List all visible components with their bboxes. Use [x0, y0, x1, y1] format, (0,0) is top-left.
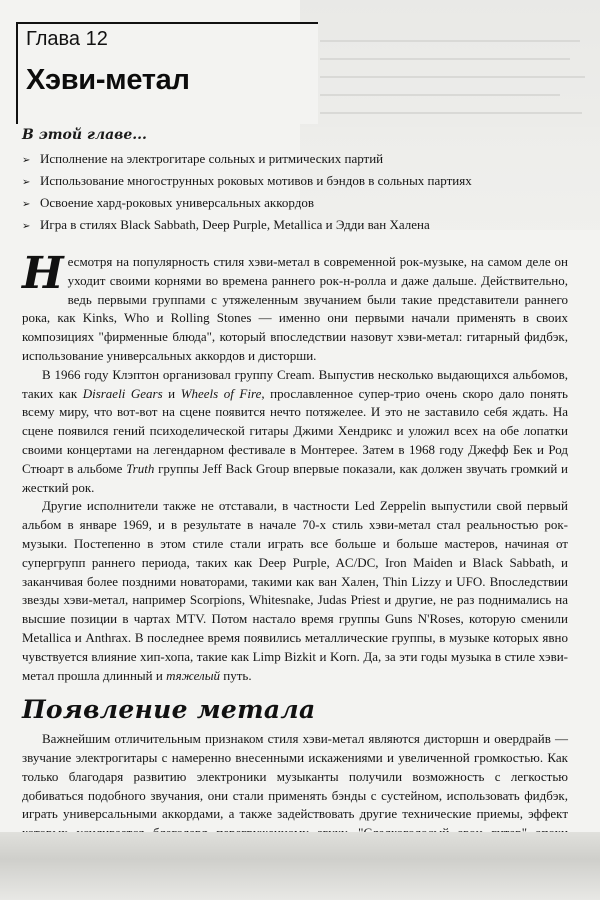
list-item: ➢ Исполнение на электрогитаре сольных и ритмических партий: [22, 148, 582, 170]
album-title: Truth: [126, 460, 155, 476]
paragraph-cream: В 1966 году Клэптон организовал группу Cream. Выпустив несколько выдающихся альбомов, таких как Disraeli Gears и Wheels of Fire, прославленное супер-трио очень скоро дало понять всему миру, что вот-вот на сцене появится нечто потяжелее. И это не заставило себя ждать. На сцене появился гений психоделической гитары Джими Хендрикс и уложил всех на обе лопатки своими концертами на легендарном фестивале в Монтерее. Затем в 1968 году Джефф Бек и Род Стюарт в альбоме Truth группы Jeff Back Group впервые показали, как должен звучать громкий и жесткий рок.: [22, 366, 569, 495]
next-page-bleed: [0, 832, 600, 900]
arrow-bullet-icon: ➢: [22, 177, 31, 188]
drop-cap: Н: [22, 248, 64, 299]
emphasis: тяжелый: [166, 667, 220, 683]
chapter-title: Хэви-метал: [26, 64, 190, 96]
arrow-bullet-icon: ➢: [22, 199, 31, 210]
arrow-bullet-icon: ➢: [22, 221, 31, 232]
arrow-bullet-icon: ➢: [22, 155, 31, 166]
chapter-header: [16, 22, 318, 124]
album-title: Disraeli Gears: [82, 385, 163, 401]
paragraph-bands: Другие исполнители также не отставали, в частности Led Zeppelin выпустили свой первый альбом в январе 1969, и в результате в начале 70-х стиль хэви-метал стал реальностью рок-музыки. Постепенно в этом стиле стали играть все больше и больше мастеров, начиная от супергрупп раннего периода, таких как Deep Purple, AC/DC, Iron Maiden и Black Sabbath, и заканчивая более поздними новаторами, такими как ван Хален, Thin Lizzy и UFO. Впоследствии звезды хэви-метал, например Scorpions, Whitesnake, Judas Priest и другие, не раз поднимались на высшие позиции в чартах MTV. Потом настало время группы Guns N'Roses, которую сменили Metallica и Anthrax. В последнее время появились металлические группы, в музыке которых явно чувствуется влияние хип-хопа, такие как Limp Bizkit и Korn. Да, за эти годы музыка в стиле хэви-метал прошла длинный и тяжелый путь.: [22, 498, 568, 683]
chapter-label: Глава 12: [26, 28, 108, 50]
album-title: Wheels of Fire: [180, 385, 262, 401]
chapter-body: [22, 248, 569, 862]
list-item: ➢ Освоение хард-роковых универсальных аккордов: [22, 192, 582, 214]
chapter-topics-list: [22, 148, 582, 236]
list-item: ➢ Использование многострунных роковых мотивов и бэндов в сольных партиях: [22, 170, 582, 192]
list-item: ➢ Игра в стилях Black Sabbath, Deep Purple, Metallica и Эдди ван Халена: [22, 214, 582, 236]
in-this-chapter-heading: В этой главе...: [22, 127, 147, 143]
section-heading: Появление метала: [22, 695, 316, 725]
paragraph-distortion: Важнейшим отличительным признаком стиля хэви-метал являются дисторшн и овердрайв — звучание электрогитары с намеренно внесенными искажениями и увеличенной громкостью. Как только благодаря развитию электроники музыканты получили возможность с легкостью добиваться подобного звучания, они стали применять бэнды с сустейном, использовать фидбэк, играть универсальными аккордами, а также задействовать другие технические приемы, эффект: [22, 731, 568, 822]
paragraph-intro: Несмотря на популярность стиля хэви-метал в современной рок-музыке, на самом деле он уходит своими корнями во времена раннего рок-н-ролла и даже дальше. Действительно, ведь первыми группами с утяжеленным звучанием были такие представители раннего рока, как Kinks, Who и Rolling Stones — именно они первыми начали применять в своих композициях "фирменные блюда", который впоследствии назовут хэви-метал: гитарный фидбэк, использование универсальных аккордов и дисторши.: [22, 248, 568, 363]
